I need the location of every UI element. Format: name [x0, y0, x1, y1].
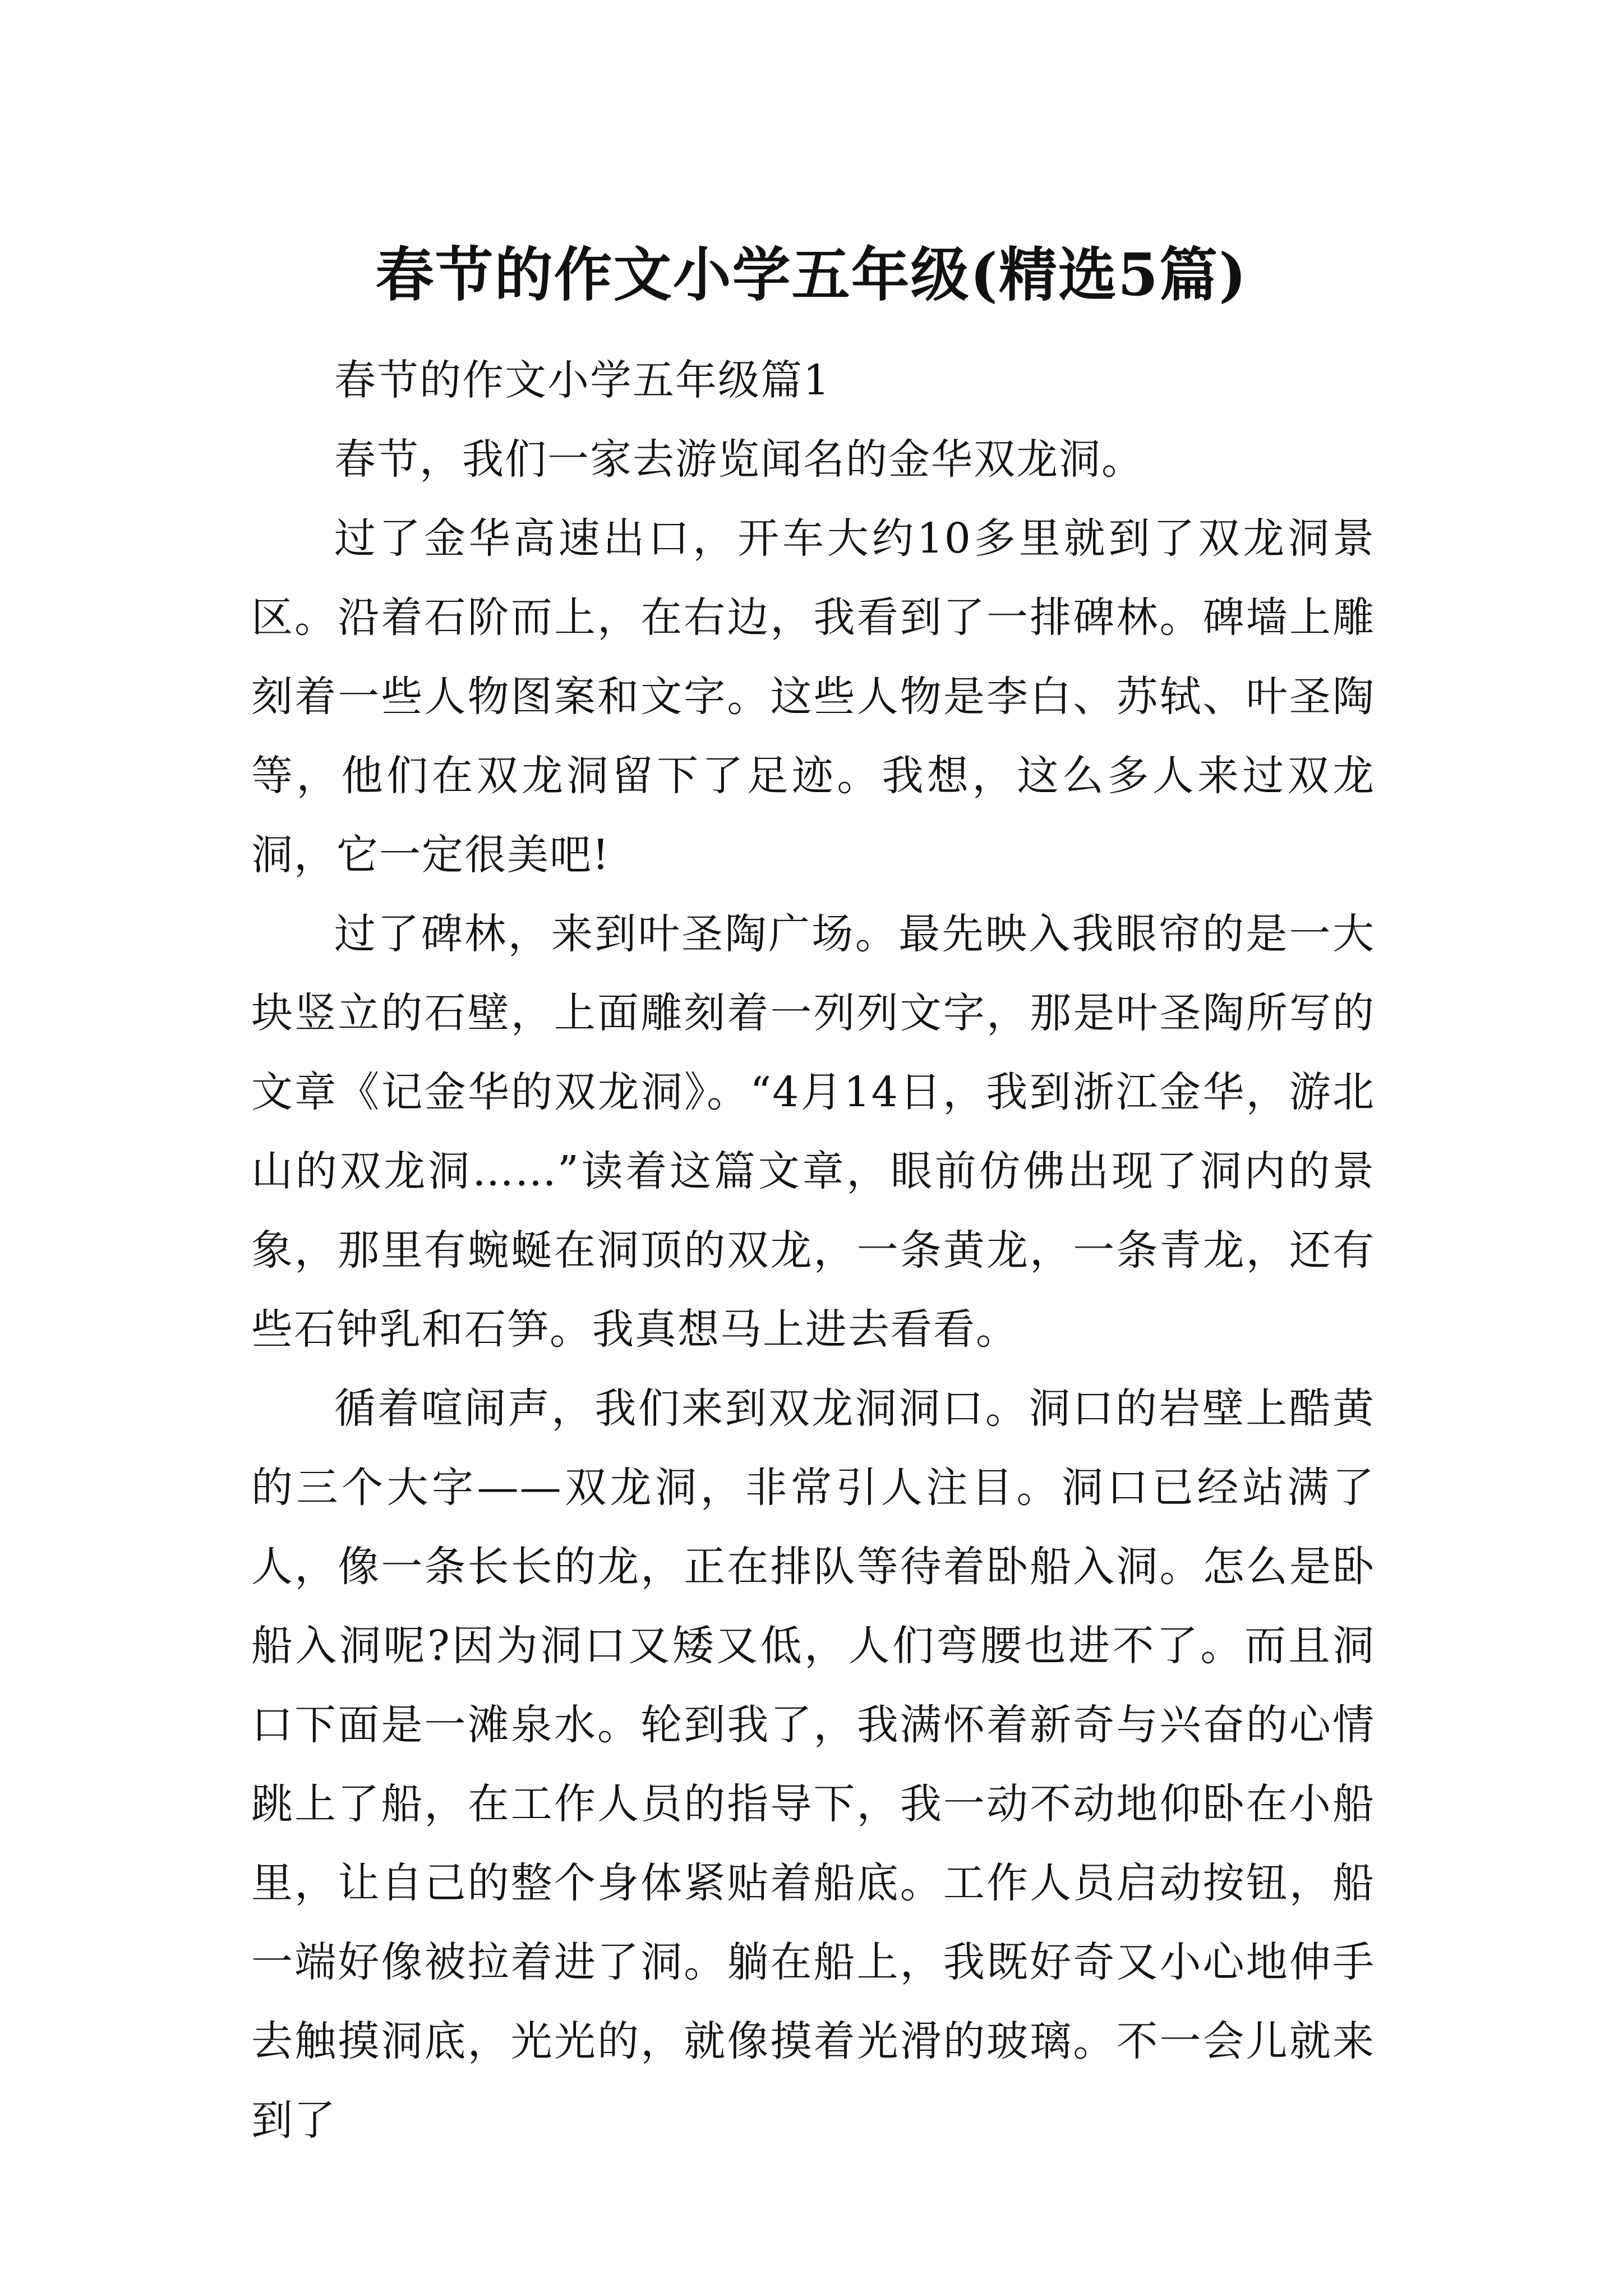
paragraph: 春节，我们一家去游览闻名的金华双龙洞。 [334, 435, 1144, 484]
document-body [251, 341, 1375, 2160]
document-title: 春节的作文小学五年级(精选5篇) [375, 240, 1248, 309]
paragraph: 过了金华高速出口，开车大约10多里就到了双龙洞景区。沿着石阶而上，在右边，我看到了一排碑林。碑墙上雕刻着一些人物图案和文字。这些人物是李白、苏轼、叶圣陶等，他们在双龙洞留下了足迹。我想，这么多人来过双龙洞，它一定很美吧! [251, 514, 1375, 879]
section-heading: 春节的作文小学五年级篇1 [334, 356, 831, 404]
paragraph: 循着喧闹声，我们来到双龙洞洞口。洞口的岩壁上酷黄的三个大字——双龙洞，非常引人注目。洞口已经站满了人，像一条长长的龙，正在排队等待着卧船入洞。怎么是卧船入洞呢?因为洞口又矮又低，人们弯腰也进不了。而且洞口下面是一滩泉水。轮到我了，我满怀着新奇与兴奋的心情跳上了船，在工作人员的指导下，我一动不动地仰卧在小船里，让自己的整个身体紧贴着船底。工作人员启动按钮，船一端好像被拉着进了洞。躺在船上，我既好奇又小心地伸手去触摸洞底，光光的，就像摸着光滑的玻璃。不一会儿就来到了 [251, 1384, 1375, 2145]
paragraph: 过了碑林，来到叶圣陶广场。最先映入我眼帘的是一大块竖立的石壁，上面雕刻着一列列文字，那是叶圣陶所写的文章《记金华的双龙洞》。“4月14日，我到浙江金华，游北山的双龙洞……”读着这篇文章，眼前仿佛出现了洞内的景象，那里有蜿蜒在洞顶的双龙，一条黄龙，一条青龙，还有些石钟乳和石笋。我真想马上进去看看。 [251, 910, 1375, 1354]
